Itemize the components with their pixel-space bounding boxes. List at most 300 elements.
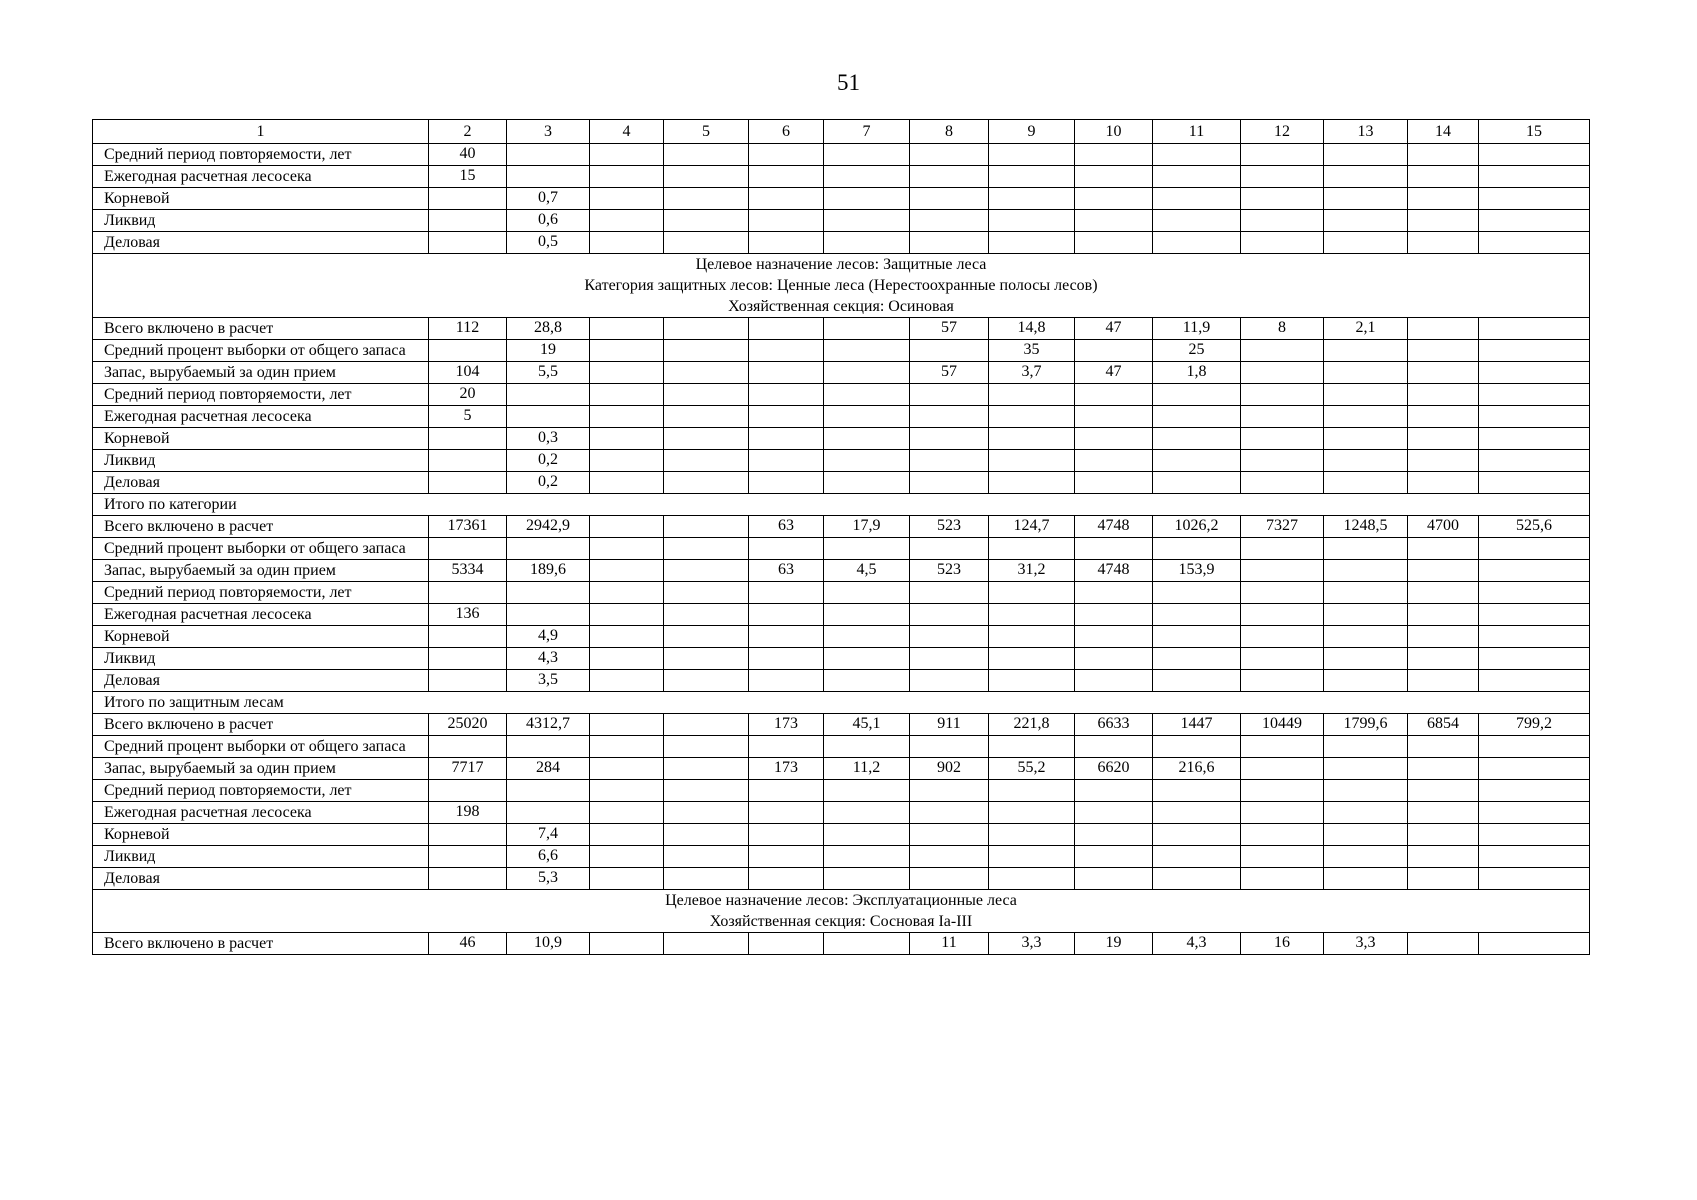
- value-cell: 0,3: [507, 428, 590, 450]
- column-number-cell: 1: [93, 120, 429, 144]
- value-cell: 6633: [1075, 714, 1153, 736]
- value-cell: 19: [507, 340, 590, 362]
- value-cell: 45,1: [824, 714, 910, 736]
- value-cell: 4312,7: [507, 714, 590, 736]
- value-cell: 47: [1075, 362, 1153, 384]
- value-cell: [1075, 188, 1153, 210]
- value-cell: [1408, 232, 1479, 254]
- value-cell: [590, 670, 664, 692]
- value-cell: [590, 582, 664, 604]
- value-cell: 216,6: [1153, 758, 1241, 780]
- value-cell: [664, 516, 749, 538]
- value-cell: [1153, 604, 1241, 626]
- table-row: [93, 626, 1590, 648]
- value-cell: [989, 144, 1075, 166]
- value-cell: [590, 450, 664, 472]
- value-cell: 20: [429, 384, 507, 406]
- value-cell: 7327: [1241, 516, 1324, 538]
- value-cell: [507, 780, 590, 802]
- column-number-cell: 13: [1324, 120, 1408, 144]
- value-cell: [989, 472, 1075, 494]
- value-cell: [1075, 648, 1153, 670]
- value-cell: [664, 780, 749, 802]
- value-cell: [1324, 604, 1408, 626]
- value-cell: 17,9: [824, 516, 910, 538]
- value-cell: [590, 188, 664, 210]
- value-cell: [590, 846, 664, 868]
- value-cell: [664, 670, 749, 692]
- value-cell: 63: [749, 516, 824, 538]
- value-cell: [910, 472, 989, 494]
- value-cell: [1241, 472, 1324, 494]
- value-cell: [1241, 868, 1324, 890]
- value-cell: [1479, 210, 1590, 232]
- value-cell: [590, 560, 664, 582]
- value-cell: [749, 384, 824, 406]
- value-cell: 189,6: [507, 560, 590, 582]
- value-cell: [1241, 362, 1324, 384]
- value-cell: 28,8: [507, 318, 590, 340]
- value-cell: [1408, 406, 1479, 428]
- value-cell: 4748: [1075, 516, 1153, 538]
- value-cell: [1479, 340, 1590, 362]
- value-cell: [429, 472, 507, 494]
- value-cell: [989, 626, 1075, 648]
- value-cell: 525,6: [1479, 516, 1590, 538]
- table-row: [93, 714, 1590, 736]
- table-row: [93, 604, 1590, 626]
- value-cell: [507, 604, 590, 626]
- value-cell: [429, 780, 507, 802]
- value-cell: [749, 846, 824, 868]
- value-cell: [590, 340, 664, 362]
- value-cell: [1153, 824, 1241, 846]
- row-label-cell: Корневой: [93, 626, 429, 648]
- value-cell: 16: [1241, 933, 1324, 955]
- value-cell: [1153, 648, 1241, 670]
- value-cell: [1479, 736, 1590, 758]
- row-label-cell: Всего включено в расчет: [93, 516, 429, 538]
- value-cell: [1075, 582, 1153, 604]
- value-cell: [749, 626, 824, 648]
- column-number-cell: 15: [1479, 120, 1590, 144]
- value-cell: [1324, 166, 1408, 188]
- value-cell: 153,9: [1153, 560, 1241, 582]
- table-row: [93, 802, 1590, 824]
- value-cell: [1075, 472, 1153, 494]
- value-cell: [910, 188, 989, 210]
- value-cell: [749, 582, 824, 604]
- value-cell: [749, 802, 824, 824]
- table-row: [93, 166, 1590, 188]
- value-cell: [910, 626, 989, 648]
- value-cell: [429, 340, 507, 362]
- value-cell: [429, 538, 507, 560]
- value-cell: [1324, 188, 1408, 210]
- table-row: [93, 428, 1590, 450]
- value-cell: [824, 428, 910, 450]
- row-label-cell: Деловая: [93, 472, 429, 494]
- value-cell: [749, 232, 824, 254]
- row-label-cell: Ежегодная расчетная лесосека: [93, 406, 429, 428]
- value-cell: [1324, 362, 1408, 384]
- value-cell: [1241, 802, 1324, 824]
- value-cell: [664, 318, 749, 340]
- value-cell: [749, 824, 824, 846]
- value-cell: [824, 166, 910, 188]
- value-cell: [1324, 406, 1408, 428]
- value-cell: [910, 736, 989, 758]
- value-cell: 902: [910, 758, 989, 780]
- value-cell: [749, 670, 824, 692]
- value-cell: [910, 428, 989, 450]
- value-cell: [910, 406, 989, 428]
- value-cell: 4700: [1408, 516, 1479, 538]
- value-cell: [429, 210, 507, 232]
- value-cell: [1324, 626, 1408, 648]
- value-cell: [1241, 450, 1324, 472]
- row-label-cell: Ежегодная расчетная лесосека: [93, 802, 429, 824]
- value-cell: 523: [910, 516, 989, 538]
- value-cell: [749, 318, 824, 340]
- table-body: [93, 120, 1590, 955]
- value-cell: [664, 626, 749, 648]
- section-heading-row: [93, 890, 1590, 933]
- value-cell: [1479, 758, 1590, 780]
- value-cell: [664, 714, 749, 736]
- row-label-cell: Средний период повторяемости, лет: [93, 780, 429, 802]
- value-cell: [1153, 472, 1241, 494]
- value-cell: [1075, 670, 1153, 692]
- value-cell: 911: [910, 714, 989, 736]
- value-cell: 10,9: [507, 933, 590, 955]
- table-row: [93, 516, 1590, 538]
- value-cell: [1075, 340, 1153, 362]
- value-cell: [1324, 384, 1408, 406]
- value-cell: [1408, 824, 1479, 846]
- value-cell: [989, 736, 1075, 758]
- value-cell: [1408, 736, 1479, 758]
- value-cell: [1241, 648, 1324, 670]
- column-number-cell: 8: [910, 120, 989, 144]
- value-cell: 40: [429, 144, 507, 166]
- value-cell: [590, 933, 664, 955]
- value-cell: [824, 780, 910, 802]
- value-cell: [1479, 670, 1590, 692]
- value-cell: [1408, 846, 1479, 868]
- value-cell: [1479, 933, 1590, 955]
- value-cell: [1408, 472, 1479, 494]
- value-cell: [664, 210, 749, 232]
- row-label-cell: Деловая: [93, 868, 429, 890]
- value-cell: [1324, 868, 1408, 890]
- forest-allowable-cut-table: [92, 119, 1590, 955]
- value-cell: [1479, 406, 1590, 428]
- value-cell: [1241, 232, 1324, 254]
- value-cell: [1241, 560, 1324, 582]
- column-number-cell: 12: [1241, 120, 1324, 144]
- value-cell: [824, 384, 910, 406]
- value-cell: [1075, 450, 1153, 472]
- value-cell: [664, 340, 749, 362]
- value-cell: [749, 933, 824, 955]
- value-cell: [824, 604, 910, 626]
- value-cell: [1324, 758, 1408, 780]
- value-cell: [1324, 538, 1408, 560]
- value-cell: [749, 166, 824, 188]
- value-cell: [590, 868, 664, 890]
- value-cell: 0,7: [507, 188, 590, 210]
- value-cell: [1324, 340, 1408, 362]
- value-cell: [824, 450, 910, 472]
- value-cell: [507, 144, 590, 166]
- row-label-cell: Средний процент выборки от общего запаса: [93, 340, 429, 362]
- table-row: [93, 188, 1590, 210]
- value-cell: 198: [429, 802, 507, 824]
- value-cell: [590, 736, 664, 758]
- value-cell: [590, 604, 664, 626]
- value-cell: [429, 736, 507, 758]
- value-cell: [590, 780, 664, 802]
- column-number-cell: 10: [1075, 120, 1153, 144]
- value-cell: [1075, 846, 1153, 868]
- row-label-cell: Запас, вырубаемый за один прием: [93, 362, 429, 384]
- value-cell: 523: [910, 560, 989, 582]
- value-cell: [429, 232, 507, 254]
- value-cell: [1241, 428, 1324, 450]
- value-cell: [1153, 538, 1241, 560]
- value-cell: [1408, 780, 1479, 802]
- value-cell: [989, 868, 1075, 890]
- column-number-cell: 11: [1153, 120, 1241, 144]
- value-cell: 173: [749, 758, 824, 780]
- value-cell: [590, 384, 664, 406]
- row-label-cell: Всего включено в расчет: [93, 714, 429, 736]
- value-cell: [1324, 736, 1408, 758]
- value-cell: 799,2: [1479, 714, 1590, 736]
- value-cell: [664, 802, 749, 824]
- column-number-cell: 7: [824, 120, 910, 144]
- row-label-cell: Ликвид: [93, 450, 429, 472]
- value-cell: [989, 232, 1075, 254]
- value-cell: 136: [429, 604, 507, 626]
- value-cell: [664, 538, 749, 560]
- table-row: [93, 824, 1590, 846]
- value-cell: [989, 604, 1075, 626]
- value-cell: [1479, 384, 1590, 406]
- value-cell: 19: [1075, 933, 1153, 955]
- value-cell: 4,5: [824, 560, 910, 582]
- value-cell: 5: [429, 406, 507, 428]
- value-cell: [664, 406, 749, 428]
- value-cell: 2,1: [1324, 318, 1408, 340]
- value-cell: 112: [429, 318, 507, 340]
- value-cell: 17361: [429, 516, 507, 538]
- table-row: [93, 582, 1590, 604]
- value-cell: [824, 736, 910, 758]
- value-cell: [910, 846, 989, 868]
- value-cell: [664, 933, 749, 955]
- value-cell: [664, 232, 749, 254]
- section-heading-line: Хозяйственная секция: Осиновая: [728, 298, 954, 315]
- value-cell: [1241, 846, 1324, 868]
- value-cell: 11: [910, 933, 989, 955]
- value-cell: [749, 450, 824, 472]
- value-cell: [1075, 384, 1153, 406]
- value-cell: [989, 450, 1075, 472]
- value-cell: [824, 144, 910, 166]
- value-cell: [910, 166, 989, 188]
- value-cell: [749, 472, 824, 494]
- value-cell: [1324, 582, 1408, 604]
- value-cell: [1408, 582, 1479, 604]
- value-cell: 14,8: [989, 318, 1075, 340]
- section-heading-cell: [93, 254, 1590, 318]
- value-cell: [429, 846, 507, 868]
- value-cell: [1153, 450, 1241, 472]
- value-cell: [1241, 582, 1324, 604]
- value-cell: [910, 450, 989, 472]
- section-heading-line: Целевое назначение лесов: Эксплуатационные леса: [665, 892, 1017, 909]
- value-cell: 0,6: [507, 210, 590, 232]
- value-cell: [1153, 582, 1241, 604]
- value-cell: 57: [910, 318, 989, 340]
- value-cell: [590, 714, 664, 736]
- value-cell: [1324, 450, 1408, 472]
- section-heading-line: Категория защитных лесов: Ценные леса (Нерестоохранные полосы лесов): [584, 277, 1098, 294]
- value-cell: [1479, 626, 1590, 648]
- value-cell: [590, 648, 664, 670]
- value-cell: 4,3: [507, 648, 590, 670]
- row-label-cell: Ежегодная расчетная лесосека: [93, 604, 429, 626]
- value-cell: 4748: [1075, 560, 1153, 582]
- table-row: [93, 362, 1590, 384]
- value-cell: [1075, 604, 1153, 626]
- value-cell: [1479, 428, 1590, 450]
- value-cell: [1153, 144, 1241, 166]
- value-cell: [910, 780, 989, 802]
- subtotal-heading-row: [93, 692, 1590, 714]
- value-cell: [1075, 144, 1153, 166]
- value-cell: 5,5: [507, 362, 590, 384]
- value-cell: 2942,9: [507, 516, 590, 538]
- value-cell: [590, 472, 664, 494]
- value-cell: 35: [989, 340, 1075, 362]
- value-cell: [749, 428, 824, 450]
- value-cell: [1241, 210, 1324, 232]
- value-cell: [1153, 232, 1241, 254]
- value-cell: 7717: [429, 758, 507, 780]
- value-cell: [1408, 210, 1479, 232]
- value-cell: [507, 802, 590, 824]
- value-cell: [1479, 604, 1590, 626]
- row-label-cell: Всего включено в расчет: [93, 933, 429, 955]
- value-cell: [1408, 318, 1479, 340]
- value-cell: [664, 450, 749, 472]
- value-cell: [1241, 188, 1324, 210]
- value-cell: [1324, 780, 1408, 802]
- value-cell: [749, 340, 824, 362]
- value-cell: [824, 232, 910, 254]
- value-cell: [1408, 428, 1479, 450]
- value-cell: [824, 472, 910, 494]
- value-cell: 6854: [1408, 714, 1479, 736]
- value-cell: 25: [1153, 340, 1241, 362]
- value-cell: [664, 846, 749, 868]
- value-cell: [910, 232, 989, 254]
- value-cell: [824, 362, 910, 384]
- value-cell: [1075, 428, 1153, 450]
- value-cell: [910, 802, 989, 824]
- value-cell: [1241, 824, 1324, 846]
- value-cell: 55,2: [989, 758, 1075, 780]
- value-cell: [590, 758, 664, 780]
- table-row: [93, 560, 1590, 582]
- value-cell: 1447: [1153, 714, 1241, 736]
- value-cell: [1241, 406, 1324, 428]
- page-number: 51: [837, 70, 860, 95]
- value-cell: [989, 384, 1075, 406]
- column-number-cell: 9: [989, 120, 1075, 144]
- row-label-cell: Средний процент выборки от общего запаса: [93, 736, 429, 758]
- row-label-cell: Корневой: [93, 428, 429, 450]
- table-row: [93, 538, 1590, 560]
- value-cell: [429, 450, 507, 472]
- value-cell: [590, 626, 664, 648]
- table-row: [93, 318, 1590, 340]
- value-cell: [1408, 384, 1479, 406]
- value-cell: [1408, 188, 1479, 210]
- value-cell: [910, 868, 989, 890]
- row-label-cell: Корневой: [93, 824, 429, 846]
- value-cell: [749, 188, 824, 210]
- value-cell: 124,7: [989, 516, 1075, 538]
- value-cell: [1241, 626, 1324, 648]
- value-cell: [989, 846, 1075, 868]
- value-cell: [1153, 670, 1241, 692]
- value-cell: [590, 516, 664, 538]
- column-number-row: [93, 120, 1590, 144]
- value-cell: [910, 384, 989, 406]
- value-cell: [1075, 780, 1153, 802]
- column-number-cell: 5: [664, 120, 749, 144]
- value-cell: [1479, 582, 1590, 604]
- table-row: [93, 670, 1590, 692]
- value-cell: [664, 428, 749, 450]
- value-cell: [664, 736, 749, 758]
- table-row: [93, 933, 1590, 955]
- value-cell: [1324, 144, 1408, 166]
- row-label-cell: Ликвид: [93, 648, 429, 670]
- value-cell: [507, 582, 590, 604]
- value-cell: [1408, 144, 1479, 166]
- value-cell: [1479, 472, 1590, 494]
- value-cell: [824, 824, 910, 846]
- value-cell: [1408, 626, 1479, 648]
- value-cell: [1408, 560, 1479, 582]
- value-cell: [1241, 736, 1324, 758]
- value-cell: 3,3: [989, 933, 1075, 955]
- value-cell: [1324, 232, 1408, 254]
- value-cell: 5,3: [507, 868, 590, 890]
- value-cell: [664, 144, 749, 166]
- value-cell: [1479, 166, 1590, 188]
- value-cell: 47: [1075, 318, 1153, 340]
- table-row: [93, 450, 1590, 472]
- value-cell: [1075, 166, 1153, 188]
- value-cell: 4,3: [1153, 933, 1241, 955]
- value-cell: 11,2: [824, 758, 910, 780]
